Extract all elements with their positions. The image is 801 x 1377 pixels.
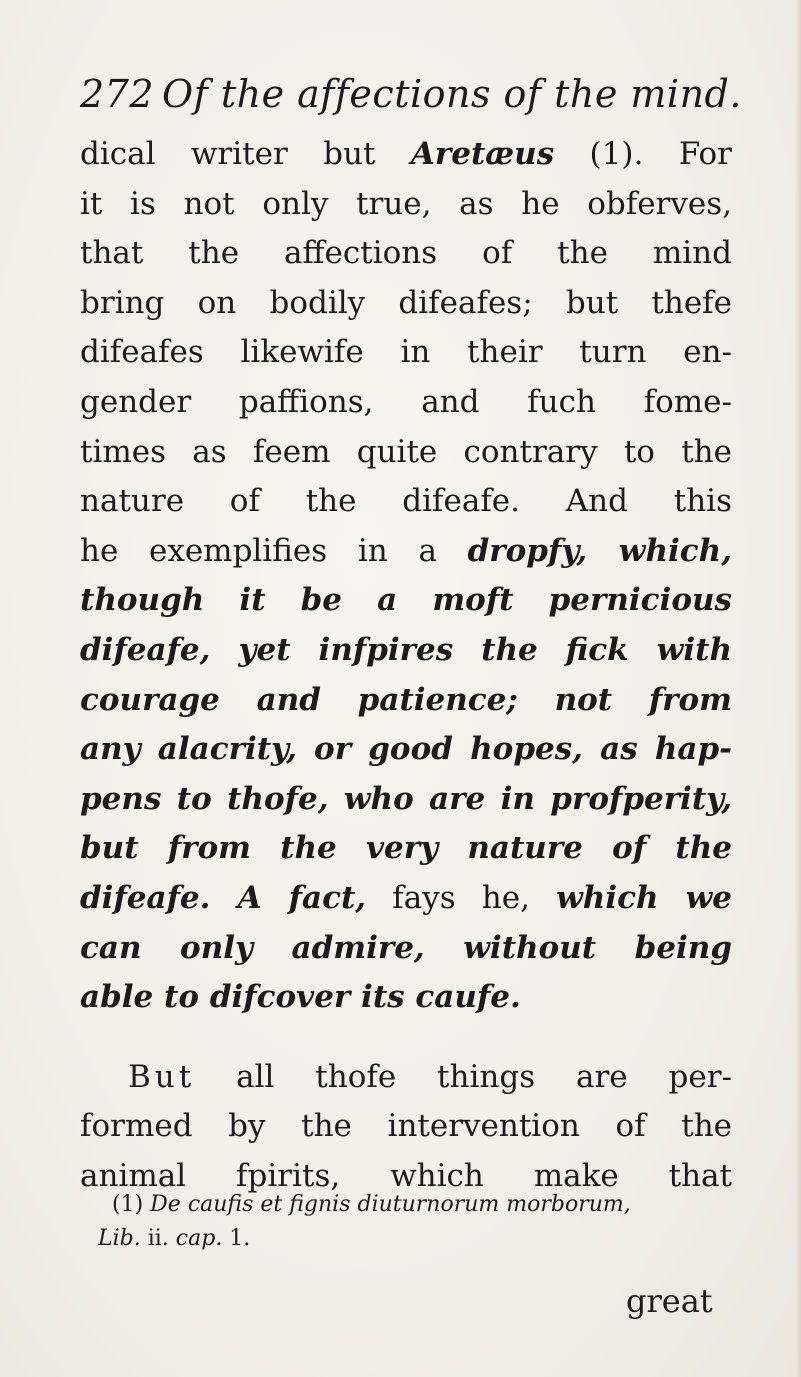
text-line: animal fpirits, which make that bbox=[80, 1157, 732, 1194]
running-header bbox=[80, 72, 742, 116]
paragraph-start-line: But all thofe things are per- bbox=[128, 1058, 732, 1095]
text-line: able to difcover its caufe. bbox=[80, 979, 521, 1016]
text-line: he exemplifies in a dropfy, which, bbox=[80, 532, 732, 569]
text-line: difeafe. A fact, fays he, which we bbox=[80, 879, 733, 916]
text-line: can only admire, without being bbox=[80, 929, 732, 966]
catchword: great bbox=[626, 1282, 713, 1320]
text-line: bring on bodily difeafes; but thefe bbox=[80, 284, 732, 321]
text-line: though it be a moft pernicious bbox=[80, 582, 732, 619]
text-line: but from the very nature of the bbox=[80, 830, 732, 867]
text-line: it is not only true, as he obferves, bbox=[80, 185, 732, 222]
text-line: difeafe, yet infpires the fick with bbox=[80, 631, 732, 668]
text-line: any alacrity, or good hopes, as hap- bbox=[80, 731, 732, 768]
footnote-line: Lib. ii. cap. 1. bbox=[98, 1226, 251, 1251]
page-edge bbox=[795, 0, 801, 1377]
running-title: Of the affections of the mind. bbox=[162, 72, 742, 116]
footnote-line bbox=[112, 1188, 631, 1222]
text-line: gender paffions, and fuch fome- bbox=[80, 383, 732, 420]
footnote-title: De caufis et fignis diuturnorum morborum, bbox=[150, 1192, 631, 1217]
text-line: courage and patience; not from bbox=[80, 681, 732, 718]
footnote bbox=[98, 1188, 631, 1256]
text-line: pens to thofe, who are in profperity, bbox=[80, 780, 732, 817]
text-line: that the affections of the mind bbox=[80, 235, 732, 272]
text-line: times as feem quite contrary to the bbox=[80, 433, 732, 470]
text-line: dical writer but Aretæus (1). For bbox=[80, 136, 732, 172]
text-line: formed by the intervention of the bbox=[80, 1108, 732, 1145]
text-line: nature of the difeafe. And this bbox=[80, 483, 732, 520]
text-line: difeafes likewife in their turn en- bbox=[80, 334, 732, 371]
body-text bbox=[80, 130, 732, 1201]
page-number: 272 bbox=[80, 72, 155, 116]
footnote-marker: (1) bbox=[112, 1192, 144, 1217]
